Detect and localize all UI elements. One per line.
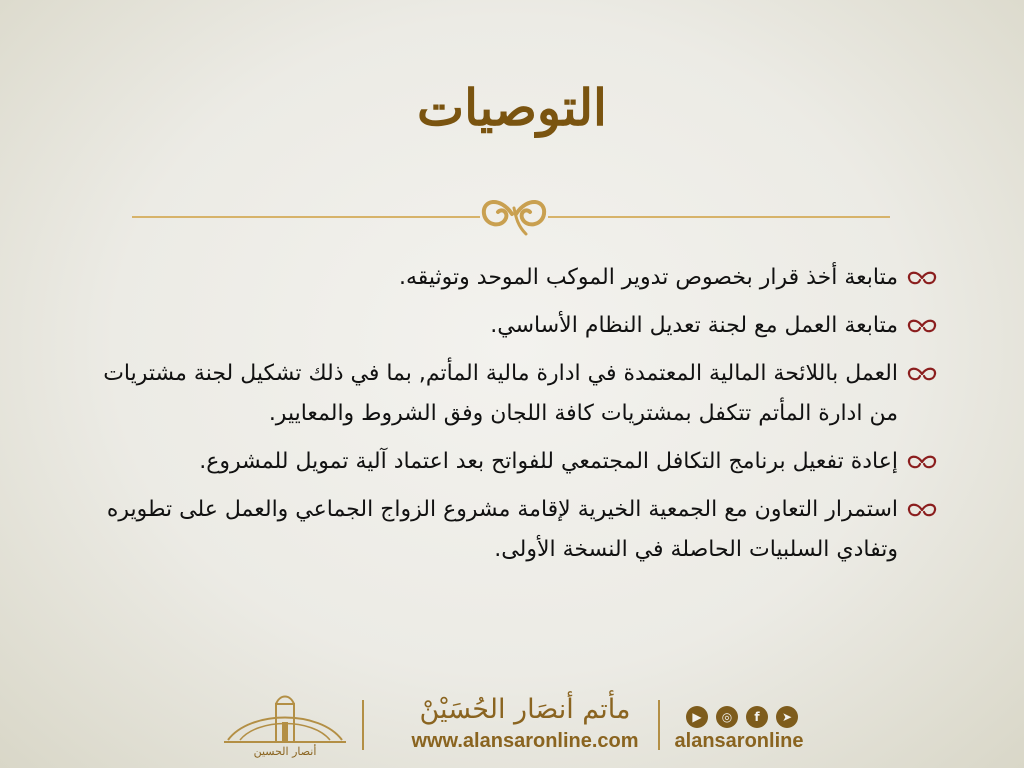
list-item-text: إعادة تفعيل برنامج التكافل المجتمعي للفواتح بعد اعتماد آلية تمويل للمشروع. xyxy=(199,449,898,474)
ornament-bullet-icon xyxy=(906,500,938,520)
instagram-icon[interactable]: ◎ xyxy=(716,706,738,728)
shrine-emblem-icon xyxy=(220,692,350,758)
list-item xyxy=(96,258,938,298)
list-item xyxy=(96,354,938,434)
ornament-bullet-icon xyxy=(906,316,938,336)
footer-divider xyxy=(362,700,364,750)
list-item-text: متابعة أخذ قرار بخصوص تدوير الموكب الموحد وتوثيقه. xyxy=(399,265,898,290)
footer-organization-name: مأتم أنصَار الحُسَيْنْ xyxy=(419,694,631,725)
list-item-text: العمل باللائحة المالية المعتمدة في ادارة مالية المأتم, بما في ذلك تشكيل لجنة مشتريات من ادارة المأتم تتكفل بمشتريات كافة اللجان وفق الشروط والمعايير. xyxy=(103,361,898,426)
footer-social-handle[interactable]: alansaronline xyxy=(674,730,804,752)
list-item-text: متابعة العمل مع لجنة تعديل النظام الأساسي. xyxy=(490,313,898,338)
telegram-icon[interactable]: ➤ xyxy=(776,706,798,728)
slide-title: التوصيات xyxy=(417,78,607,137)
list-item xyxy=(96,442,938,482)
footer-brand xyxy=(220,692,810,762)
list-item xyxy=(96,490,938,570)
ornament-icon xyxy=(478,190,550,238)
social-links xyxy=(678,706,810,728)
title-divider-left xyxy=(132,216,480,218)
title-divider-right xyxy=(548,216,890,218)
ornament-bullet-icon xyxy=(906,268,938,288)
footer-divider xyxy=(658,700,660,750)
facebook-icon[interactable]: f xyxy=(746,706,768,728)
youtube-icon[interactable]: ▶ xyxy=(686,706,708,728)
ornament-bullet-icon xyxy=(906,452,938,472)
ornament-bullet-icon xyxy=(906,364,938,384)
emblem-label: أنصار الحسين xyxy=(253,745,317,758)
footer-website[interactable]: www.alansaronline.com xyxy=(411,730,639,752)
list-item xyxy=(96,306,938,346)
recommendations-list xyxy=(96,258,938,578)
list-item-text: استمرار التعاون مع الجمعية الخيرية لإقامة مشروع الزواج الجماعي والعمل على تطويره وتفادي السلبيات الحاصلة في النسخة الأولى. xyxy=(106,497,898,562)
